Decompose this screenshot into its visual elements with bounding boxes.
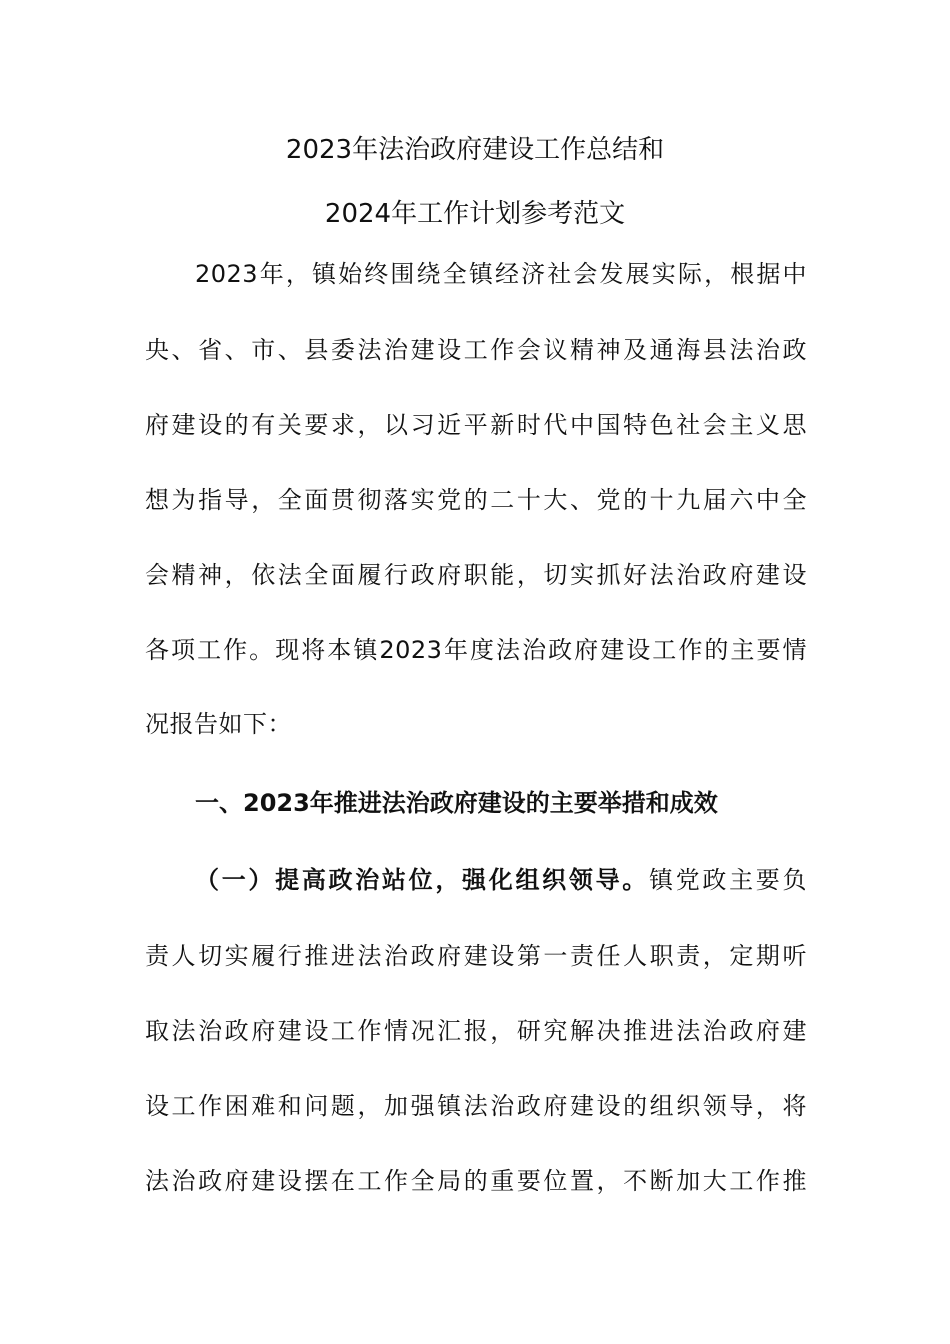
subsection-paragraph-line: 责人切实履行推进法治政府建设第一责任人职责，定期听 [145, 942, 807, 970]
subsection-first-line [195, 864, 807, 896]
intro-paragraph-line: 各项工作。现将本镇2023年度法治政府建设工作的主要情 [145, 636, 807, 664]
intro-paragraph-line: 2023年，镇始终围绕全镇经济社会发展实际，根据中 [195, 260, 807, 288]
document-title-line-2: 2024年工作计划参考范文 [324, 199, 626, 229]
subsection-paragraph-line: 法治政府建设摆在工作全局的重要位置，不断加大工作推 [145, 1167, 807, 1195]
subsection-heading: （一）提高政治站位，强化组织领导。 [195, 866, 649, 894]
intro-paragraph-line: 想为指导，全面贯彻落实党的二十大、党的十九届六中全 [145, 486, 807, 514]
intro-paragraph-line: 央、省、市、县委法治建设工作会议精神及通海县法治政 [145, 336, 807, 364]
section-heading: 一、2023年推进法治政府建设的主要举措和成效 [195, 789, 718, 817]
intro-paragraph-line: 况报告如下： [145, 710, 292, 738]
document-title-line-1: 2023年法治政府建设工作总结和 [285, 135, 665, 165]
intro-paragraph-line: 会精神，依法全面履行政府职能，切实抓好法治政府建设 [145, 561, 807, 589]
subsection-text: 镇党政主要负 [648, 866, 808, 894]
subsection-paragraph-line: 取法治政府建设工作情况汇报，研究解决推进法治政府建 [145, 1017, 807, 1045]
subsection-paragraph-line: 设工作困难和问题，加强镇法治政府建设的组织领导，将 [145, 1092, 807, 1120]
intro-paragraph-line: 府建设的有关要求，以习近平新时代中国特色社会主义思 [145, 411, 807, 439]
